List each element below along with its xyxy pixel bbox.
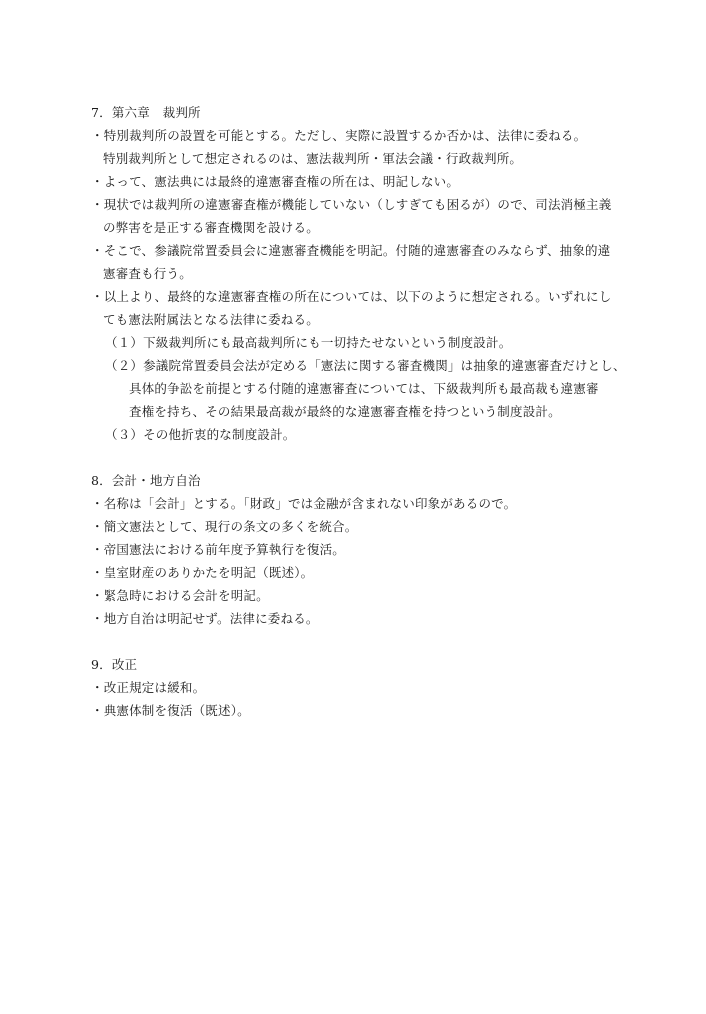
- paragraph-line: ・よって、憲法典には最終的違憲審査権の所在は、明記しない。: [91, 174, 460, 189]
- paragraph-line: ・そこで、参議院常置委員会に違憲審査機能を明記。付随的違憲審査のみならず、抽象的違: [91, 243, 611, 258]
- section-7: [91, 101, 631, 446]
- sub-item-line: 具体的争訟を前提とする付随的違憲審査については、下級裁判所も最高裁も違憲審: [129, 381, 599, 396]
- sub-item-line: （３）その他折衷的な制度設計。: [105, 427, 296, 442]
- paragraph-line: 特別裁判所として想定されるのは、憲法裁判所・軍法会議・行政裁判所。: [103, 151, 523, 166]
- paragraph-line: ・改正規定は緩和。: [91, 680, 206, 695]
- paragraph-line: ・現状では裁判所の違憲審査権が機能していない（しすぎても困るが）ので、司法消極主義: [91, 197, 612, 212]
- section-spacer: [91, 630, 631, 653]
- section-8: [91, 469, 631, 630]
- paragraph-line: 憲審査も行う。: [103, 266, 192, 281]
- section-9: [91, 653, 631, 722]
- paragraph-line: ・名称は「会計」とする。「財政」では金融が含まれない印象があるので。: [91, 496, 517, 511]
- section-spacer: [91, 446, 631, 469]
- section-8-heading: 8．会計・地方自治: [91, 473, 201, 488]
- document-body: [91, 101, 631, 722]
- paragraph-line: ・緊急時における会計を明記。: [91, 588, 269, 603]
- paragraph-line: ・典憲体制を復活（既述）。: [91, 703, 250, 718]
- section-9-heading: 9．改正: [91, 657, 138, 672]
- paragraph-line: の弊害を是正する審査機関を設ける。: [103, 220, 319, 235]
- sub-item-line: （２）参議院常置委員会法が定める「憲法に関する審査機関」は抽象的違憲審査だけとし、: [105, 358, 626, 373]
- paragraph-line: ・帝国憲法における前年度予算執行を復活。: [91, 542, 346, 557]
- paragraph-line: ・特別裁判所の設置を可能とする。ただし、実際に設置するか否かは、法律に委ねる。: [91, 128, 587, 143]
- sub-item-line: 査権を持ち、その結果最高裁が最終的な違憲審査権を持つという制度設計。: [129, 404, 561, 419]
- paragraph-line: ・簡文憲法として、現行の条文の多くを統合。: [91, 519, 358, 534]
- paragraph-line: ても憲法附属法となる法律に委ねる。: [103, 312, 319, 327]
- paragraph-line: ・以上より、最終的な違憲審査権の所在については、以下のように想定される。いずれにし: [91, 289, 612, 304]
- paragraph-line: ・皇室財産のありかたを明記（既述）。: [91, 565, 314, 580]
- sub-item-line: （１）下級裁判所にも最高裁判所にも一切持たせないという制度設計。: [105, 335, 512, 350]
- section-7-heading: 7．第六章 裁判所: [91, 105, 201, 120]
- paragraph-line: ・地方自治は明記せず。法律に委ねる。: [91, 611, 319, 626]
